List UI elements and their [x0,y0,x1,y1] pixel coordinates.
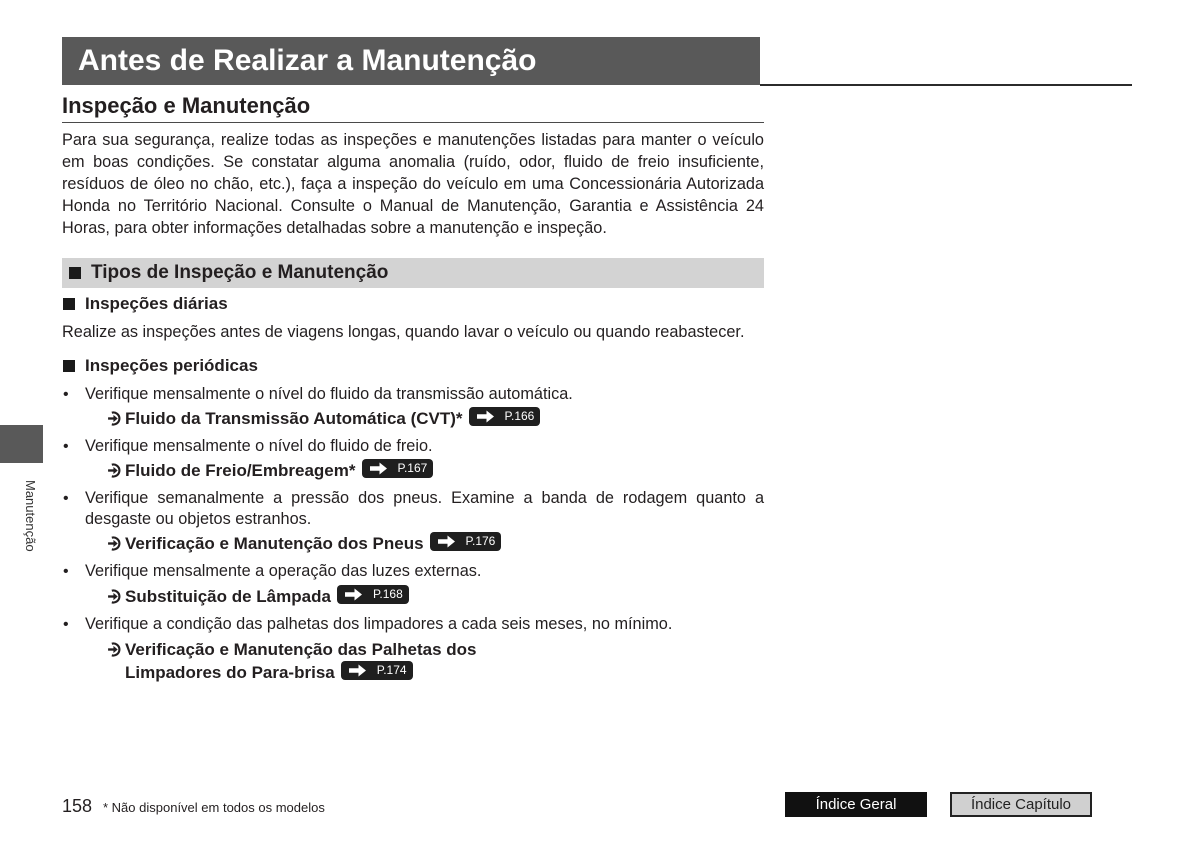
square-icon [63,298,75,310]
bullet-icon: • [63,490,69,507]
page-ref-label: P.176 [465,534,496,548]
link-text-line[interactable] [125,661,476,684]
page-ref-label: P.174 [376,663,407,677]
link-text[interactable]: Fluido da Transmissão Automática (CVT)* [125,409,463,428]
reference-arrow-icon [107,411,122,426]
list-item-text: Verifique semanalmente a pressão dos pneus. Examine a banda de rodagem quanto a [85,489,764,507]
page-ref-badge[interactable] [341,661,413,680]
page-ref-label: P.167 [397,461,428,475]
general-index-button[interactable]: Índice Geral [785,792,927,817]
link-text-line[interactable]: Verificação e Manutenção das Palhetas dos [125,640,477,659]
periodic-heading-label: Inspeções periódicas [85,356,258,375]
intro-line: em boas condições. Se constatar alguma anomalia (ruído, odor, fluido de freio insuficiente, [62,153,764,171]
bullet-icon: • [63,563,69,580]
page-number: 158 [62,796,93,816]
list-item-text: Verifique a condição das palhetas dos limpadores a cada seis meses, no mínimo. [85,615,673,633]
list-item-text: desgaste ou objetos estranhos. [85,510,312,528]
intro-line: Horas, para obter informações detalhadas sobre a manutenção e inspeção. [62,219,607,237]
link-text-line[interactable] [125,459,433,482]
daily-inspections-heading [62,293,228,315]
bullet-icon: • [63,438,69,455]
section-heading: Inspeção e Manutenção [62,93,311,118]
reference-arrow-icon [107,536,122,551]
footnote: * Não disponível em todos os modelos [103,800,325,815]
chapter-index-button[interactable]: Índice Capítulo [950,792,1092,817]
page-ref-badge[interactable] [362,459,434,478]
page-ref-label: P.166 [504,409,535,423]
bullet-icon: • [63,616,69,633]
chapter-tab [0,425,43,463]
header-rule [760,84,1132,86]
page-ref-badge[interactable] [469,407,541,426]
reference-arrow-icon [107,642,122,657]
chapter-tab-label: Manutenção [23,480,38,552]
link-text-line[interactable] [125,532,501,555]
page-ref-badge[interactable] [337,585,409,604]
daily-heading-label: Inspeções diárias [85,294,228,313]
reference-arrow-icon [107,463,122,478]
section-rule [62,122,764,123]
link-text-line[interactable] [125,585,409,608]
intro-line: Para sua segurança, realize todas as inspeções e manutenções listadas para manter o veículo [62,131,764,149]
list-item [62,561,764,582]
link-palhetas[interactable] [107,638,476,684]
periodic-inspections-heading [62,355,258,377]
list-item-text: Verifique mensalmente o nível do fluido da transmissão automática. [85,385,573,403]
intro-line: Honda no Território Nacional. Consulte o Manual de Manutenção, Garantia e Assistência 24 [62,197,764,215]
intro-line: resíduos de óleo no chão, etc.), faça a inspeção do veículo em uma Concessionária Autorizada [62,175,764,193]
page-ref-badge[interactable] [430,532,502,551]
list-item [62,436,764,457]
link-lampada[interactable] [107,585,409,608]
list-item [62,488,764,530]
list-item [62,614,764,635]
list-item [62,384,764,405]
arrow-right-icon [370,462,388,475]
reference-arrow-icon [107,589,122,604]
arrow-right-icon [345,588,363,601]
square-icon [63,360,75,372]
arrow-right-icon [349,664,367,677]
link-text[interactable]: Substituição de Lâmpada [125,587,331,606]
daily-inspections-text: Realize as inspeções antes de viagens longas, quando lavar o veículo ou quando reabastecer. [62,323,745,341]
arrow-right-icon [477,410,495,423]
page-ref-label: P.168 [372,587,403,601]
list-item-text: Verifique mensalmente a operação das luzes externas. [85,562,482,580]
page-title-bar [62,37,760,85]
square-icon [69,267,81,279]
link-fluido-transmissao[interactable] [107,407,540,430]
link-text-line[interactable] [125,407,540,430]
link-pneus[interactable] [107,532,501,555]
intro-paragraph [62,129,764,239]
arrow-right-icon [438,535,456,548]
link-text[interactable]: Limpadores do Para-brisa [125,663,335,682]
bullet-icon: • [63,386,69,403]
list-item-text: Verifique mensalmente o nível do fluido de freio. [85,437,433,455]
link-text[interactable]: Verificação e Manutenção dos Pneus [125,534,424,553]
link-text[interactable]: Fluido de Freio/Embreagem* [125,461,356,480]
subsection-bar [62,258,764,288]
subsection-title: Tipos de Inspeção e Manutenção [91,262,389,283]
link-fluido-freio[interactable] [107,459,433,482]
page-title: Antes de Realizar a Manutenção [78,44,537,77]
